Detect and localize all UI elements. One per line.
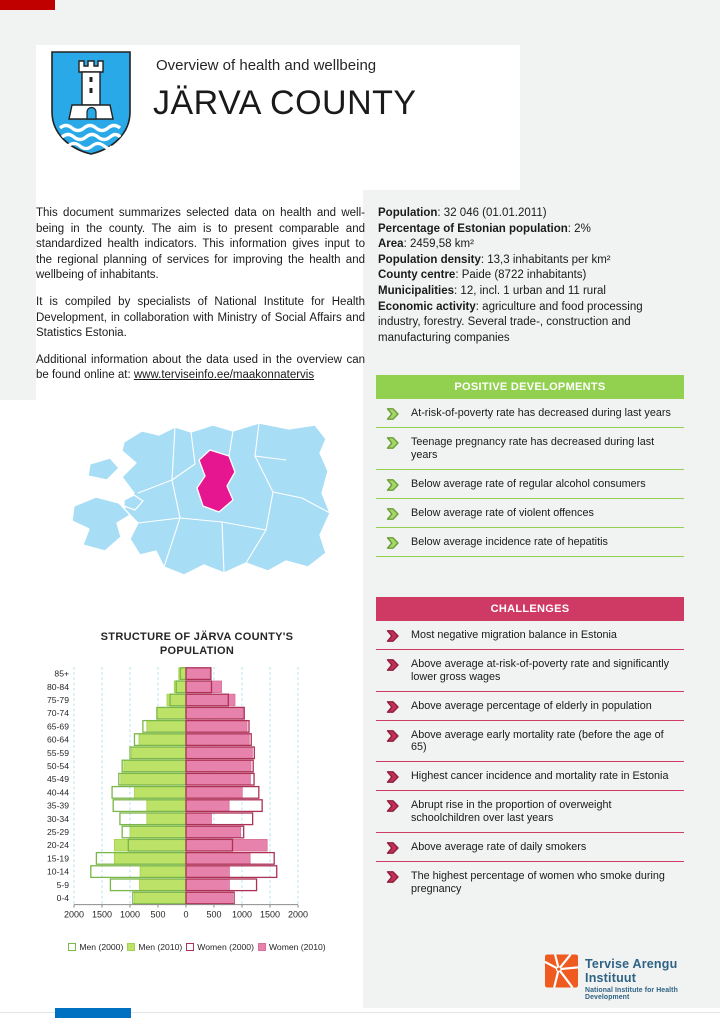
svg-text:0-4: 0-4 [56, 893, 69, 903]
tai-logo-icon [545, 953, 578, 989]
header-right-gray-band [520, 45, 720, 190]
chevron-bullet-icon [386, 730, 399, 742]
list-item-text: Most negative migration balance in Estonia [411, 629, 617, 641]
svg-text:70-74: 70-74 [47, 708, 69, 719]
list-item [376, 528, 684, 557]
hiiumaa-island [88, 458, 119, 480]
svg-text:75-79: 75-79 [47, 695, 69, 705]
legend-swatch-icon [186, 943, 194, 951]
chevron-bullet-icon [386, 408, 399, 420]
legend-swatch-icon [258, 943, 266, 951]
bottom-blue-strip [55, 1008, 131, 1018]
svg-text:1500: 1500 [91, 909, 113, 920]
tai-logo-subtitle: National Institute for Health Development [585, 987, 678, 1001]
page-title: JÄRVA COUNTY [153, 84, 417, 122]
population-pyramid-plot [36, 663, 352, 929]
list-item [376, 499, 684, 528]
list-item [376, 650, 684, 692]
list-item [376, 621, 684, 650]
svg-text:45-49: 45-49 [47, 774, 69, 785]
legend-label: Women (2000) [197, 942, 254, 952]
population-pyramid-chart [36, 630, 358, 952]
svg-text:500: 500 [150, 909, 166, 920]
svg-text:0: 0 [183, 909, 189, 920]
chevron-bullet-icon [386, 701, 399, 713]
intro-link-prefix: Additional information about the data used in the overview can be found online at: [36, 353, 365, 382]
top-red-strip [0, 0, 55, 10]
chart-title: STRUCTURE OF JÄRVA COUNTY'S POPULATION [100, 631, 294, 657]
list-item-text: Below average rate of regular alcohol consumers [411, 477, 646, 490]
svg-text:15-19: 15-19 [47, 853, 69, 864]
chevron-bullet-icon [386, 771, 399, 783]
positive-developments-section [376, 375, 684, 557]
saaremaa-island [72, 497, 130, 551]
list-item-text: Above average early mortality rate (before the age of 65) [411, 728, 664, 754]
chevron-bullet-icon [386, 479, 399, 491]
svg-text:500: 500 [206, 909, 222, 920]
document-kicker: Overview of health and wellbeing [156, 57, 377, 74]
intro-paragraph: It is compiled by specialists of National Institute for Health Development, in collaboration with Ministry of Social Affairs and Statistics Estonia. [36, 295, 365, 340]
list-item-text: Above average at-risk-of-poverty rate and significantly lower gross wages [411, 658, 670, 683]
list-item [376, 399, 684, 428]
list-item-text: Above average percentage of elderly in population [411, 699, 652, 712]
legend-item [186, 942, 254, 952]
list-item-text: The highest percentage of women who smoke during pregnancy [411, 869, 665, 895]
list-item [376, 428, 684, 470]
svg-text:60-64: 60-64 [47, 734, 69, 745]
list-item [376, 692, 684, 721]
chart-legend [36, 942, 358, 952]
list-item-text: Below average incidence rate of hepatitis [411, 535, 608, 548]
county-facts [378, 206, 678, 346]
list-item [376, 721, 684, 763]
list-item [376, 833, 684, 862]
list-item-text: At-risk-of-poverty rate has decreased during last years [411, 407, 671, 419]
tai-logo [545, 953, 720, 1001]
list-item [376, 470, 684, 499]
challenges-section [376, 597, 684, 902]
positive-developments-list [376, 399, 684, 557]
intro-text [36, 206, 365, 395]
legend-swatch-icon [68, 943, 76, 951]
chevron-bullet-icon [386, 508, 399, 520]
fact-line: Municipalities: 12, incl. 1 urban and 11 rural [378, 284, 606, 297]
list-item-text: Abrupt rise in the proportion of overweight schoolchildren over last years [411, 799, 612, 824]
svg-text:55-59: 55-59 [47, 747, 69, 758]
legend-label: Men (2000) [79, 942, 124, 952]
svg-text:65-69: 65-69 [47, 721, 69, 732]
list-item [376, 862, 684, 903]
top-gray-band [0, 0, 720, 45]
left-margin-gray [0, 45, 36, 400]
list-item-text: Teenage pregnancy rate has decreased during last years [411, 436, 655, 461]
tai-logo-title: Tervise Arengu Instituut [585, 957, 678, 985]
legend-label: Women (2010) [268, 942, 326, 952]
svg-text:50-54: 50-54 [47, 761, 69, 771]
svg-text:35-39: 35-39 [47, 800, 69, 811]
chevron-bullet-icon [386, 630, 399, 642]
svg-text:85+: 85+ [54, 668, 69, 679]
legend-swatch-icon [127, 943, 135, 951]
chevron-bullet-icon [386, 537, 399, 549]
svg-text:80-84: 80-84 [47, 681, 69, 692]
challenges-header: CHALLENGES [376, 597, 684, 621]
svg-text:5-9: 5-9 [56, 879, 69, 890]
list-item-text: Above average rate of daily smokers [411, 840, 587, 853]
estonia-county-map [62, 400, 347, 615]
svg-text:20-24: 20-24 [47, 840, 69, 851]
svg-text:1500: 1500 [259, 909, 281, 920]
jarva-county-highlight [197, 450, 235, 512]
challenges-list [376, 621, 684, 902]
legend-item [127, 942, 182, 952]
legend-label: Men (2010) [138, 942, 183, 952]
list-item [376, 791, 684, 833]
fact-line: Population: 32 046 (01.01.2011) [378, 207, 547, 219]
fact-line: Percentage of Estonian population: 2% [378, 222, 591, 235]
fact-line: Area: 2459,58 km² [378, 238, 474, 251]
svg-text:1000: 1000 [119, 909, 141, 920]
legend-item [258, 942, 326, 952]
chevron-bullet-icon [386, 437, 399, 449]
svg-text:30-34: 30-34 [47, 813, 69, 824]
fact-line: Economic activity: agriculture and food processing industry, forestry. Several trade-, construction and manufacturing companies [378, 300, 643, 344]
svg-text:40-44: 40-44 [47, 787, 69, 798]
chevron-bullet-icon [386, 800, 399, 812]
chevron-bullet-icon [386, 842, 399, 854]
list-item [376, 762, 684, 791]
svg-text:10-14: 10-14 [47, 866, 69, 877]
legend-item [68, 942, 123, 952]
jarva-coat-of-arms-icon [50, 50, 132, 156]
list-item-text: Below average rate of violent offences [411, 506, 594, 519]
positive-developments-header: POSITIVE DEVELOPMENTS [376, 375, 684, 399]
chevron-bullet-icon [386, 659, 399, 671]
svg-text:2000: 2000 [287, 909, 309, 920]
list-item-text: Highest cancer incidence and mortality rate in Estonia [411, 770, 669, 783]
intro-paragraph: This document summarizes selected data on health and well-being in the county. The aim is to present comparable and standardized health indicators. This information gives input to the regional planning of services for improving the health and wellbeing of inhabitants. [36, 207, 365, 282]
chevron-bullet-icon [386, 871, 399, 883]
terviseinfo-link[interactable]: www.terviseinfo.ee/maakonnatervis [133, 369, 315, 382]
intro-paragraph [36, 353, 365, 384]
fact-line: County centre: Paide (8722 inhabitants) [378, 269, 587, 282]
fact-line: Population density: 13,3 inhabitants per km² [378, 253, 611, 266]
svg-text:25-29: 25-29 [47, 827, 69, 837]
svg-text:2000: 2000 [63, 909, 85, 920]
svg-text:1000: 1000 [231, 909, 253, 920]
